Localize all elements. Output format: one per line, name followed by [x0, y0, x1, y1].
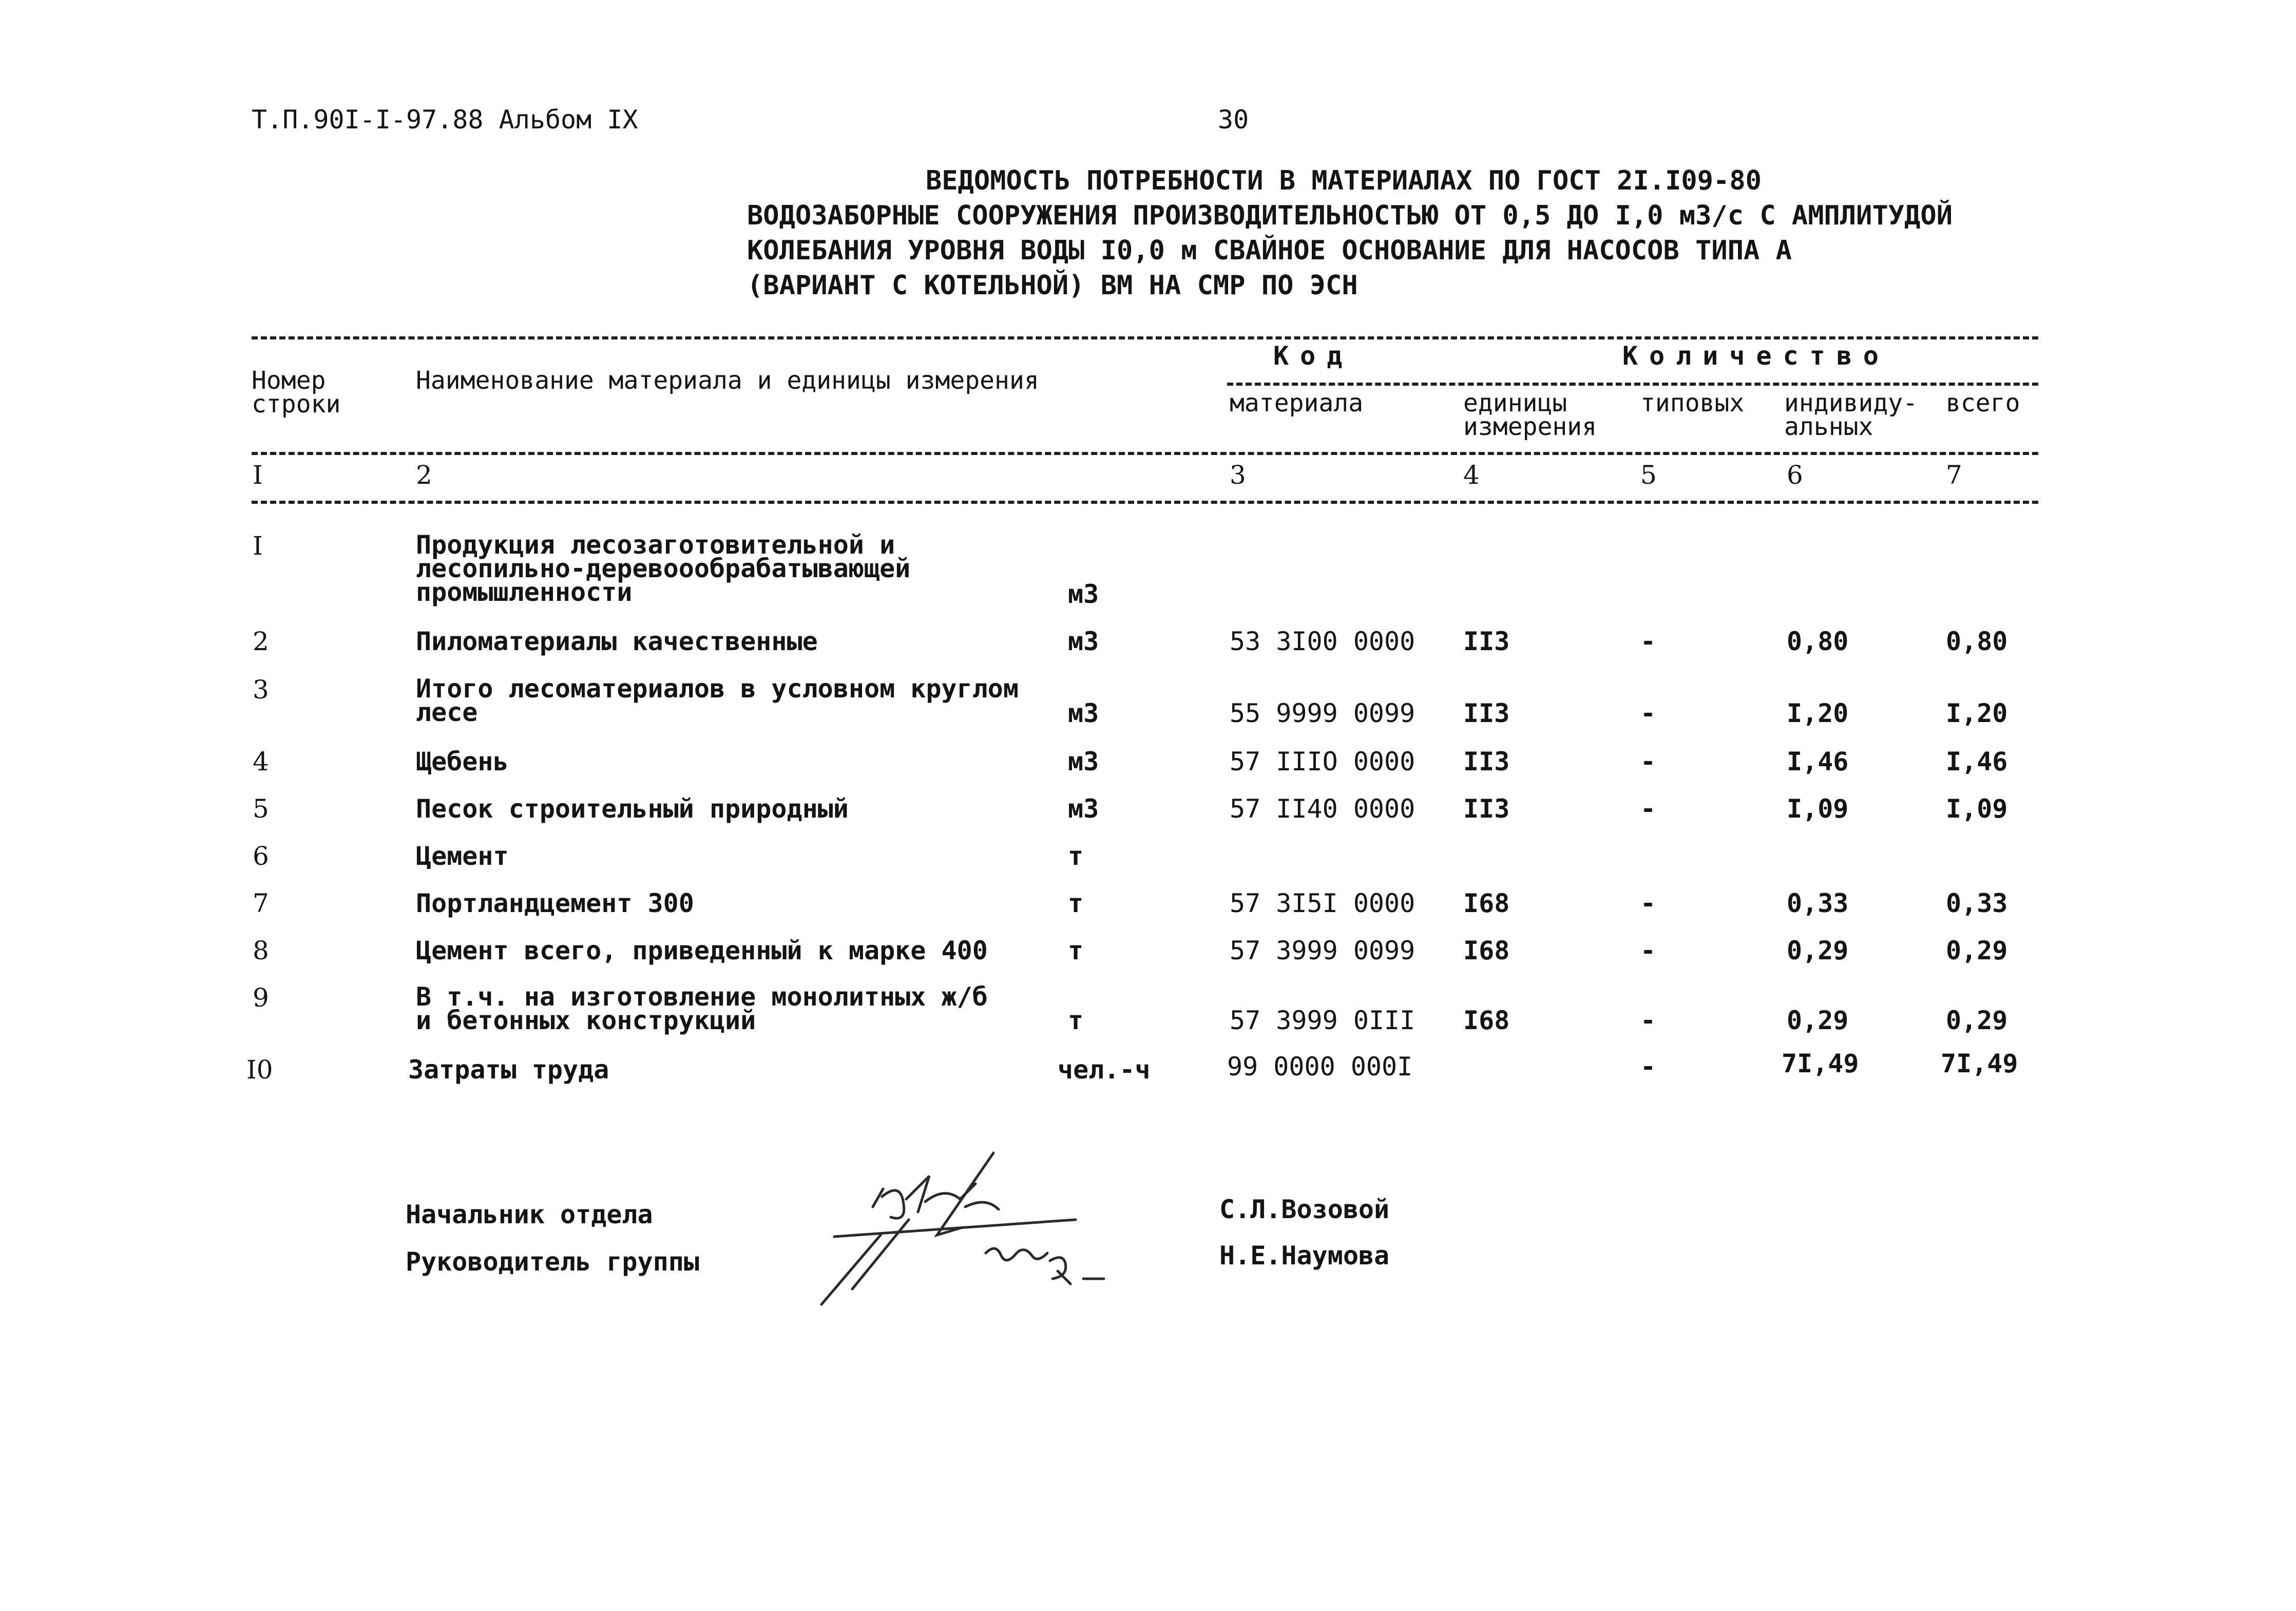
unit-code: II3	[1463, 698, 1510, 728]
table-row-number: 6	[253, 841, 269, 871]
group-lead-name: Н.Е.Наумова	[1219, 1241, 1390, 1271]
title-line-1: ВЕДОМОСТЬ ПОТРЕБНОСТИ В МАТЕРИАЛАХ ПО ГОСТ 2I.I09-80	[926, 165, 1762, 196]
qty-typical: -	[1640, 747, 1656, 776]
unit-of-measure: м3	[1068, 627, 1099, 656]
unit-of-measure: м3	[1068, 698, 1099, 728]
table-row-number: I0	[246, 1055, 273, 1085]
group-lead-role: Руководитель группы	[406, 1247, 699, 1277]
material-name: В т.ч. на изготовление монолитных ж/б и бетонных конструкций	[416, 982, 988, 1035]
material-code: 99 0000 000I	[1227, 1052, 1413, 1082]
column-numbers-rule	[252, 501, 2038, 504]
qty-typical: -	[1640, 1052, 1656, 1082]
title-line-3: КОЛЕБАНИЯ УРОВНЯ ВОДЫ I0,0 м СВАЙНОЕ ОСНОВАНИЕ ДЛЯ НАСОСОВ ТИПА А	[747, 235, 1792, 266]
qty-individual: I,46	[1787, 747, 1849, 776]
qty-total: 0,33	[1946, 888, 2008, 918]
material-code: 57 3999 0099	[1230, 936, 1415, 965]
qty-typical: -	[1640, 1006, 1656, 1035]
unit-of-measure: м3	[1068, 794, 1099, 824]
table-row-number: 7	[253, 888, 269, 918]
header-qty-typical: типовых	[1640, 389, 1745, 418]
unit-code: I68	[1463, 936, 1510, 965]
column-number-2: 2	[416, 460, 432, 490]
qty-individual: 0,33	[1787, 888, 1849, 918]
header-code-material: материала	[1230, 389, 1364, 418]
material-name: Продукция лесозаготовительной и лесопильно-деревоообрабатывающей промышленности	[416, 530, 911, 607]
column-number-7: 7	[1946, 460, 1962, 490]
unit-code: II3	[1463, 627, 1510, 656]
table-row-number: 8	[253, 936, 269, 965]
unit-code: I68	[1463, 888, 1510, 918]
material-name: Щебень	[416, 747, 509, 776]
dept-head-name: С.Л.Возовой	[1219, 1195, 1390, 1224]
column-number-4: 4	[1463, 460, 1480, 490]
handwritten-signature-icon	[791, 1150, 1160, 1315]
document-reference: Т.П.90I-I-97.88 Альбом IX	[252, 105, 638, 135]
header-material-name: Наименование материала и единицы измерения	[416, 366, 1039, 395]
material-code: 57 IIIO 0000	[1230, 747, 1415, 776]
header-row-number: Номер строки	[252, 366, 341, 419]
page-number: 30	[1218, 105, 1249, 135]
unit-code: II3	[1463, 794, 1510, 824]
unit-of-measure: т	[1068, 888, 1084, 918]
qty-total: 7I,49	[1941, 1049, 2018, 1078]
material-code: 53 3I00 0000	[1230, 627, 1415, 656]
qty-total: I,09	[1946, 794, 2008, 824]
qty-individual: 0,29	[1787, 936, 1849, 965]
header-qty-total: всего	[1946, 389, 2020, 418]
table-row-number: 3	[253, 675, 269, 705]
qty-typical: -	[1640, 888, 1656, 918]
header-qty-individual: индивиду-альных	[1784, 389, 1918, 441]
unit-of-measure: т	[1068, 841, 1084, 871]
table-row-number: I	[253, 531, 263, 561]
title-line-2: ВОДОЗАБОРНЫЕ СООРУЖЕНИЯ ПРОИЗВОДИТЕЛЬНОСТЬЮ ОТ 0,5 ДО I,0 м3/с С АМПЛИТУДОЙ	[747, 200, 1953, 231]
table-row-number: 5	[253, 794, 269, 824]
qty-total: 0,29	[1946, 1006, 2008, 1035]
material-name: Цемент	[416, 841, 509, 871]
unit-of-measure: м3	[1068, 747, 1099, 776]
material-code: 57 II40 0000	[1230, 794, 1415, 824]
header-group-rule	[1227, 383, 2038, 386]
qty-typical: -	[1640, 698, 1656, 728]
material-name: Затраты труда	[408, 1055, 609, 1085]
unit-of-measure: м3	[1068, 579, 1099, 609]
qty-total: I,20	[1946, 698, 2008, 728]
qty-typical: -	[1640, 936, 1656, 965]
unit-of-measure: т	[1068, 1006, 1084, 1035]
column-number-5: 5	[1640, 460, 1657, 490]
dept-head-role: Начальник отдела	[406, 1200, 653, 1229]
material-code: 57 3999 0III	[1230, 1006, 1415, 1035]
qty-typical: -	[1640, 794, 1656, 824]
material-name: Цемент всего, приведенный к марке 400	[416, 936, 988, 965]
material-name: Итого лесоматериалов в условном круглом лесе	[416, 674, 1019, 727]
material-name: Портландцемент 300	[416, 888, 694, 918]
material-code: 57 3I5I 0000	[1230, 888, 1415, 918]
qty-total: 0,80	[1946, 627, 2008, 656]
qty-individual: 0,80	[1787, 627, 1849, 656]
header-quantity-group: Количество	[1622, 341, 1890, 371]
column-number-3: 3	[1230, 460, 1246, 490]
header-code-group: Код	[1273, 341, 1354, 371]
qty-individual: I,20	[1787, 698, 1849, 728]
unit-code: I68	[1463, 1006, 1510, 1035]
qty-total: 0,29	[1946, 936, 2008, 965]
qty-total: I,46	[1946, 747, 2008, 776]
table-row-number: 9	[253, 983, 269, 1013]
title-line-4: (ВАРИАНТ С КОТЕЛЬНОЙ) ВМ НА СМР ПО ЭСН	[747, 270, 1358, 301]
material-name: Песок строительный природный	[416, 794, 849, 824]
table-row-number: 4	[253, 747, 269, 776]
unit-of-measure: чел.-ч	[1058, 1055, 1151, 1085]
table-top-rule	[252, 336, 2038, 339]
unit-code: II3	[1463, 747, 1510, 776]
header-bottom-rule	[252, 452, 2038, 455]
header-code-unit: единицы измерения	[1463, 389, 1597, 441]
column-number-6: 6	[1787, 460, 1803, 490]
material-code: 55 9999 0099	[1230, 698, 1415, 728]
column-number-1: I	[253, 460, 263, 490]
unit-of-measure: т	[1068, 936, 1084, 965]
table-row-number: 2	[253, 627, 269, 656]
material-name: Пиломатериалы качественные	[416, 627, 818, 656]
qty-individual: 7I,49	[1782, 1049, 1859, 1078]
qty-typical: -	[1640, 627, 1656, 656]
qty-individual: 0,29	[1787, 1006, 1849, 1035]
qty-individual: I,09	[1787, 794, 1849, 824]
